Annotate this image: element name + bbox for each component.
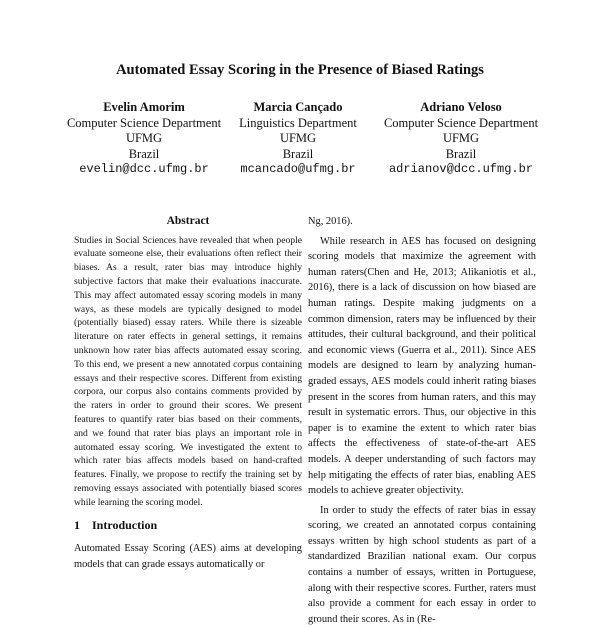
body-paragraph-2: In order to study the effects of rater bias in essay scoring, we created an annotated corpus containing essays written by high school students as part of a standardized Brazilian national exam. Our corpus contains a number of essays, written in Portuguese, along with their respective scores. Further, raters must also provide a comment for each essay in order to ground their scores. As in (Re- — [308, 504, 536, 625]
author-country: Brazil — [282, 146, 314, 161]
section-heading — [74, 518, 302, 534]
right-column — [308, 214, 536, 627]
abstract-text: Studies in Social Sciences have revealed that when people evaluate someone else, their evaluations often reflect their biases. As a result, rater bias may introduce highly subjective factors that make their evaluations inaccurate. This may affect automated essay scoring models in many ways, as these models are typically designed to model (potentially biased) essay raters. While there is sizeable literature on rater effects in general settings, it remains unknown how rater bias affects automated essay scoring. To this end, we present a new annotated corpus containing essays and their respective scores. Different from existing corpora, our corpus also contains comments provided by the raters in order to ground their scores. We present features to quantify rater bias based on their comments, and we found that rater bias plays an important role in automated essay scoring. We investigated the extent to which rater bias affects models based on hand-crafted features. Finally, we propose to rectify the training set by removing essays associated with potentially biased scores while learning the scoring model. — [74, 234, 302, 508]
intro-paragraph: Automated Essay Scoring (AES) aims at developing models that can grade essays automatically or — [74, 543, 302, 570]
author-country: Brazil — [445, 146, 477, 161]
author-department: Computer Science Department — [383, 115, 539, 130]
author-name: Marcia Cançado — [253, 100, 343, 114]
body-paragraph-1: While research in AES has focused on designing scoring models that maximize the agreement with human raters(Chen and He, 2013; Alikaniotis et al., 2016), there is a lack of discussion on how biased are human ratings. Despite making judgments on a common dimension, raters may be influenced by their attitudes, their cultural background, and their political and economic views (Guerra et al., 2011). Since AES models are designed to learn by analyzing human-graded essays, AES models could inherit rating biases present in the scores from human raters, and this may result in systematic errors. Thus, our objective in this paper is to examine the extent to which rater bias affects the effectiveness of state-of-the-art AES models. A deeper understanding of such factors may help mitigating the effects of rater bias, enabling AES models to achieve greater objectivity. — [308, 235, 536, 497]
section-number: 1 — [74, 517, 80, 532]
author-country: Brazil — [128, 146, 160, 161]
author-name: Adriano Veloso — [420, 100, 502, 114]
section-title: Introduction — [92, 517, 158, 532]
abstract-heading: Abstract — [166, 215, 210, 227]
author-department: Linguistics Department — [239, 115, 357, 130]
author-email: adrianov@dcc.ufmg.br — [388, 162, 534, 176]
author-institution: UFMG — [442, 131, 480, 145]
author-institution: UFMG — [125, 131, 163, 145]
author-name: Evelin Amorim — [103, 100, 185, 114]
author-institution: UFMG — [279, 131, 317, 145]
continuation-text: Ng, 2016). — [308, 216, 353, 227]
paper-title: Automated Essay Scoring in the Presence of Biased Ratings — [116, 62, 484, 78]
author-email: evelin@dcc.ufmg.br — [79, 162, 209, 176]
left-column — [74, 214, 302, 572]
author-block-3 — [361, 100, 561, 178]
author-department: Computer Science Department — [66, 115, 222, 130]
author-email: mcancado@ufmg.br — [240, 162, 356, 176]
